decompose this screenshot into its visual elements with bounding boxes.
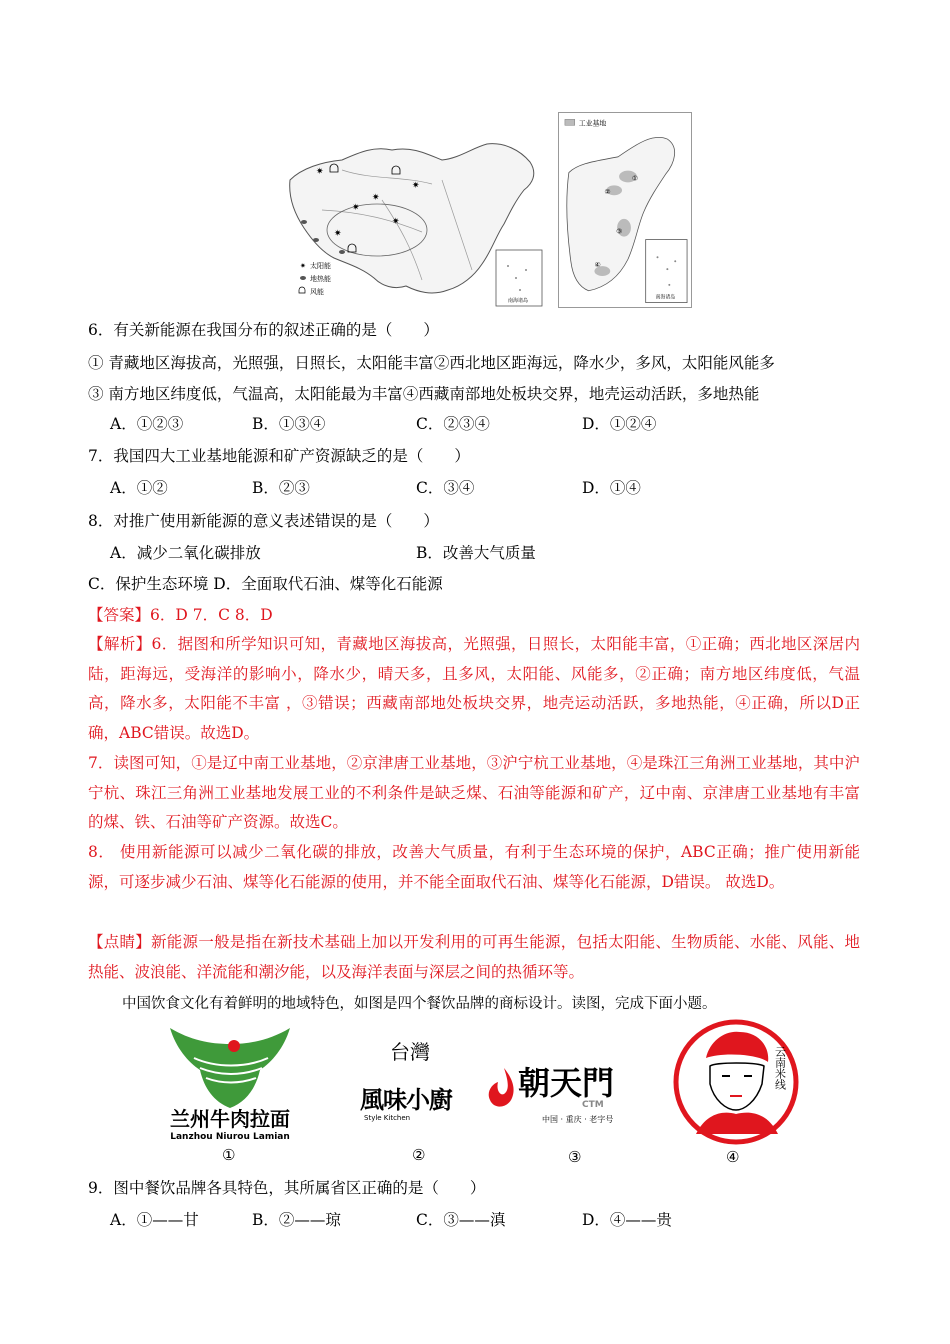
q8-options-row2[interactable]: C．保护生态环境 D．全面取代石油、煤等化石能源 [88,575,443,593]
svg-text:✷: ✷ [334,229,342,239]
logo-num-3: ③ [568,1148,582,1166]
logo-taiwan-kitchen [360,1028,500,1138]
china-energy-map [282,140,544,308]
q7-option-a[interactable]: A．①② [110,479,168,497]
q9-stem: 9．图中餐饮品牌各具特色，其所属省区正确的是（ ） [88,1179,486,1197]
logo-num-4: ④ [726,1148,740,1166]
svg-text:✷: ✷ [352,203,360,213]
logo4-vertical-text: 云南米线 [773,1046,787,1090]
marker-3: ③ [616,227,623,236]
legend-wind: 风能 [310,288,324,296]
logo-chaotianmen [486,1058,652,1138]
logo-yunnan-rice-noodle [666,1018,810,1148]
marker-2: ② [604,188,611,197]
q9-option-c[interactable]: C．③——滇 [416,1211,506,1229]
q7-option-d[interactable]: D．①④ [582,479,641,497]
legend-industrial-base: 工业基地 [578,119,607,128]
logo-lanzhou [150,1018,310,1140]
logo3-main-text: 朝天門 [518,1064,615,1102]
legend-solar: 太阳能 [310,262,331,270]
q7-option-c[interactable]: C．③④ [416,479,475,497]
q6-stem: 6．有关新能源在我国分布的叙述正确的是（ ） [88,321,439,339]
svg-text:✷: ✷ [316,167,324,177]
logo3-sub-text: 中国 · 重庆 · 老字号 [542,1115,614,1124]
logo1-cn-text: 兰州牛肉拉面 [170,1107,290,1131]
q8-option-a[interactable]: A．减少二氧化碳排放 [110,544,261,562]
logo-num-1: ① [222,1146,236,1164]
marker-4: ④ [594,261,601,270]
q6-option-d[interactable]: D．①②④ [582,415,657,433]
svg-text:✷: ✷ [372,193,380,203]
inset-label-left: 南海诸岛 [508,298,529,304]
logo2-top-text: 台灣 [390,1040,430,1064]
logo3-en-text: CTM [582,1100,604,1110]
analysis-q8: 8． 使用新能源可以减少二氧化碳的排放，改善大气质量，有利于生态环境的保护，ABC正确；推广使用新能源，可逐步减少石油、煤等化石能源的使用，并不能全面取代石油、煤等化石能源，D错误。 故选D。 [88,843,860,891]
q9-option-d[interactable]: D．④——贵 [582,1211,672,1229]
q6-option-b[interactable]: B．①③④ [252,415,326,433]
q6-line2: ③ 南方地区纬度低，气温高，太阳能最为丰富④西藏南部地处板块交界，地壳运动活跃，多地热能 [88,385,760,403]
logo2-sub-text: Style Kitchen [364,1114,411,1122]
svg-text:✷: ✷ [392,217,400,227]
svg-text:✷: ✷ [412,181,420,191]
maps-figure [282,112,692,308]
map-legend [299,261,331,296]
answer-line: 【答案】6．D 7．C 8．D [88,606,273,624]
q8-option-b[interactable]: B．改善大气质量 [416,544,536,562]
legend-geothermal: 地热能 [310,275,331,283]
analysis-q7: 7．读图可知，①是辽中南工业基地，②京津唐工业基地，③沪宁杭工业基地，④是珠江三角洲工业基地，其中沪宁杭、珠江三角洲工业基地发展工业的不利条件是缺乏煤、石油等能源和矿产，辽中南、京津唐工业基地有丰富的煤、铁、石油等矿产资源。故选C。 [88,754,860,831]
flame-icon [486,1066,520,1110]
q6-line1: ① 青藏地区海拔高，光照强，日照长，太阳能丰富②西北地区距海远，降水少，多风，太阳能风能多 [88,354,775,372]
industrial-base-map [558,112,692,308]
logos-figure [150,1018,810,1166]
q7-stem: 7．我国四大工业基地能源和矿产资源缺乏的是（ ） [88,447,470,465]
section-intro: 中国饮食文化有着鲜明的地域特色，如图是四个餐饮品牌的商标设计。读图，完成下面小题。 [122,996,717,1012]
q6-option-a[interactable]: A．①②③ [110,415,184,433]
inset-label-right: 南海诸岛 [655,294,676,301]
q6-option-c[interactable]: C．②③④ [416,415,490,433]
q7-option-b[interactable]: B．②③ [252,479,310,497]
q9-option-b[interactable]: B．②——琼 [252,1211,341,1229]
q9-option-a[interactable]: A．①——甘 [110,1211,199,1229]
marker-1: ① [631,174,639,183]
analysis-tip: 【点睛】新能源一般是指在新技术基础上加以开发利用的可再生能源，包括太阳能、生物质能、水能、风能、地热能、波浪能、洋流能和潮汐能，以及海洋表面与深层之间的热循环等。 [88,933,860,981]
legend-symbol-solar: ✷ [300,262,306,270]
q8-stem: 8．对推广使用新能源的意义表述错误的是（ ） [88,512,439,530]
logo1-en-text: Lanzhou Niurou Lamian [170,1132,290,1140]
logo2-main-text: 風味小廚 [360,1085,452,1114]
analysis-q6: 【解析】6．据图和所学知识可知，青藏地区海拔高，光照强，日照长，太阳能丰富，①正确；西北地区深居内陆，距海远，受海洋的影响小，降水少，晴天多，且多风，太阳能、风能多，②正确；南方地区纬度低，气温高，降水多，太阳能不丰富 ，③错误；西藏南部地处板块交界，地壳运动活跃，多地热能，④正确，所以D正确，ABC错误。故选D。 [88,635,860,742]
logo-num-2: ② [412,1146,426,1164]
